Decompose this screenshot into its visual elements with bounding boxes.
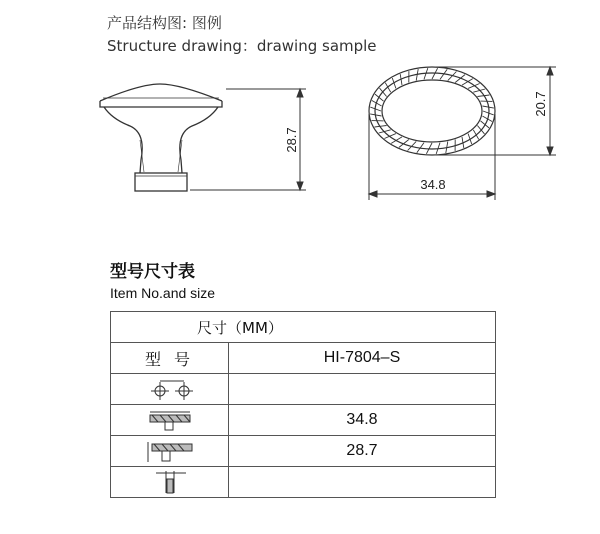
height-value: 28.7	[229, 436, 496, 467]
screw-icon	[140, 469, 200, 495]
structure-drawing	[0, 0, 600, 240]
top-height-dimension-label: 20.7	[533, 91, 548, 117]
rope-twist-line	[399, 140, 409, 148]
size-table-header-row	[111, 312, 496, 343]
knob-top-view	[369, 67, 495, 155]
model-label: 型 号	[111, 343, 229, 374]
rope-twist-line	[481, 121, 490, 128]
hole-spacing-value	[229, 374, 496, 405]
rope-twist-line	[375, 94, 384, 101]
rope-twist-line	[473, 130, 478, 140]
table-row	[111, 374, 496, 405]
table-row	[111, 436, 496, 467]
height-icon	[140, 438, 200, 464]
size-table	[110, 311, 496, 498]
drawing-title-en: Structure drawing：drawing sample	[107, 37, 377, 55]
size-table-header: 尺寸（MM）	[111, 312, 496, 343]
model-value: HI-7804–S	[229, 343, 496, 374]
drawing-title-cn: 产品结构图: 图例	[107, 14, 222, 32]
hole-spacing-icon	[140, 376, 200, 402]
rope-twist-line	[385, 83, 390, 93]
width-dimension-label: 34.8	[420, 177, 446, 192]
width-value: 34.8	[229, 405, 496, 436]
table-row	[111, 405, 496, 436]
screw-value	[229, 467, 496, 498]
rope-twist-line	[455, 75, 465, 83]
table-row	[111, 343, 496, 374]
table-row	[111, 467, 496, 498]
width-icon	[140, 407, 200, 433]
size-table-title-en: Item No.and size	[110, 285, 216, 301]
size-table-title-cn: 型号尺寸表	[110, 262, 195, 282]
height-dimension-label: 28.7	[284, 127, 299, 153]
knob-side-view	[100, 84, 222, 191]
